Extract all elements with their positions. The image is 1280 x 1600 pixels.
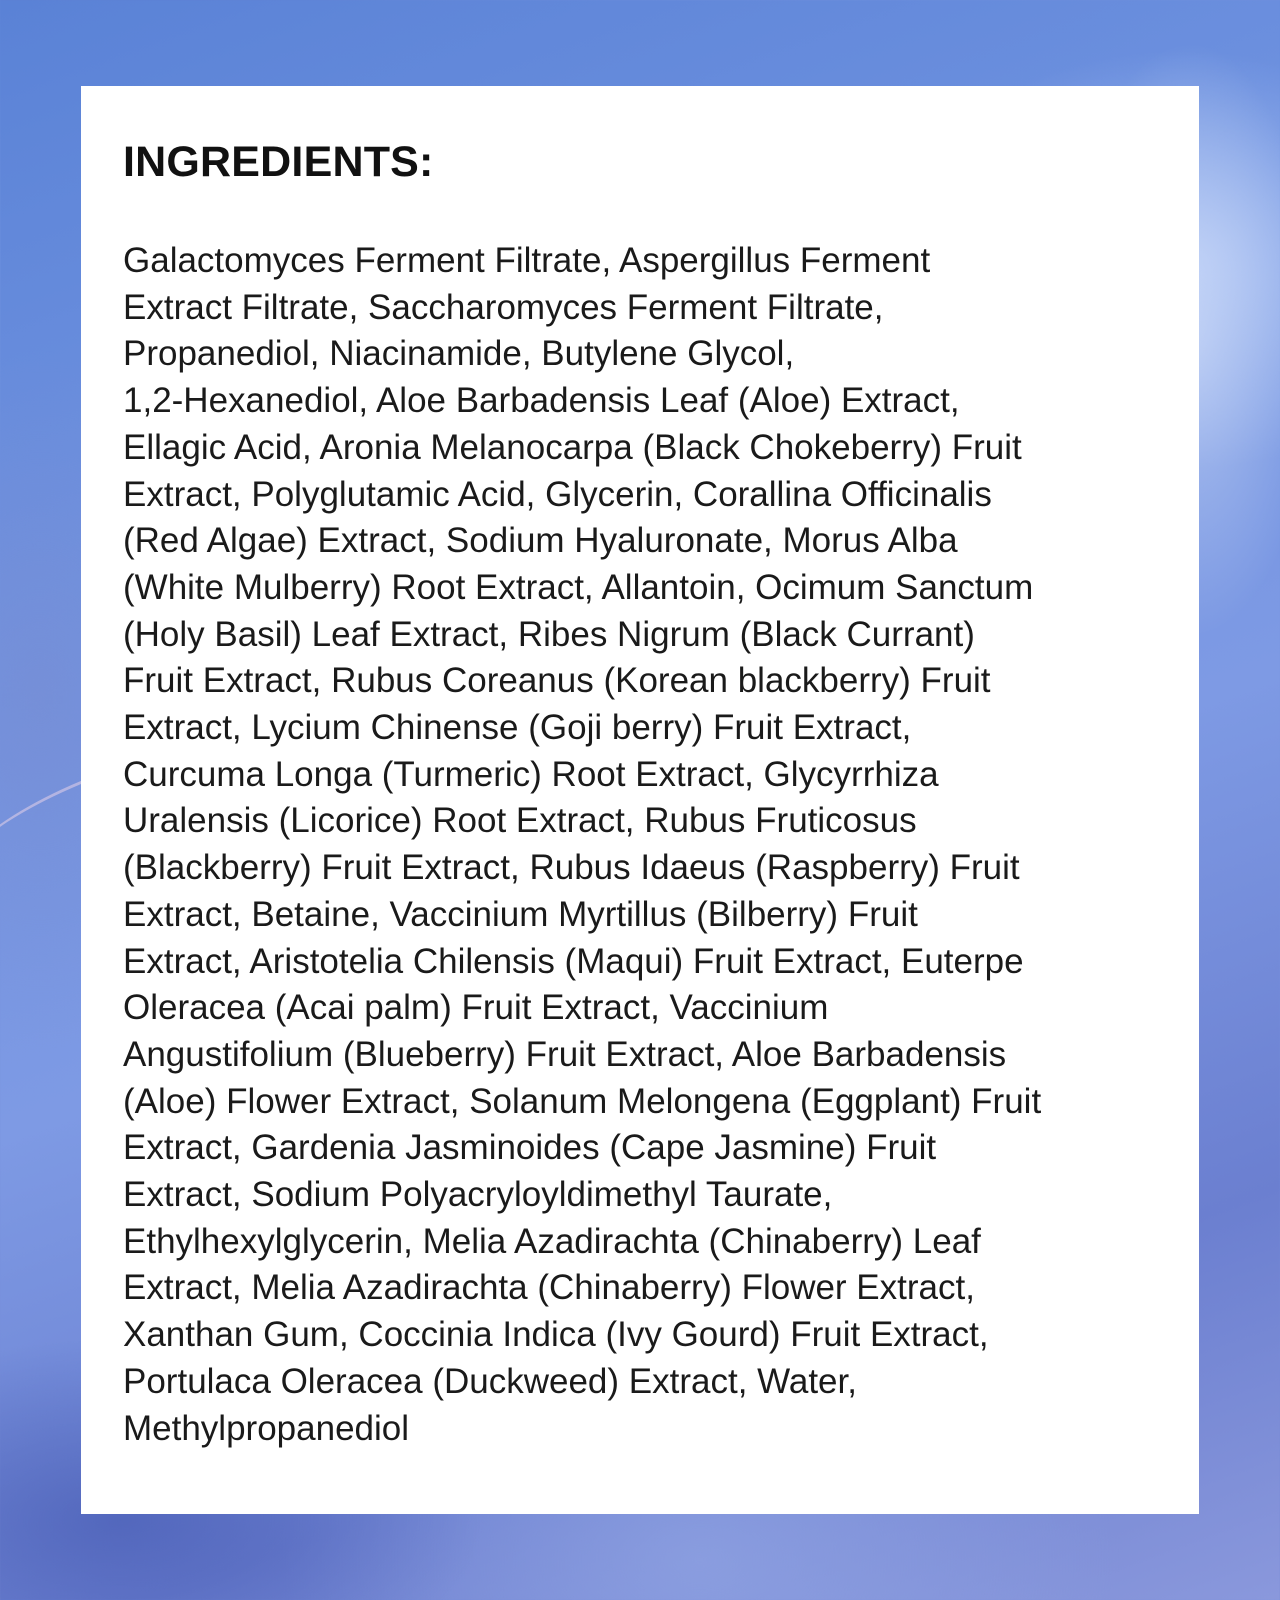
- ingredients-line: Extract, Polyglutamic Acid, Glycerin, Corallina Officinalis: [123, 474, 992, 514]
- ingredients-line: Extract, Sodium Polyacryloyldimethyl Taurate,: [123, 1175, 833, 1215]
- ingredients-line: (Blackberry) Fruit Extract, Rubus Idaeus (Raspberry) Fruit: [123, 848, 1020, 888]
- ingredients-line: Fruit Extract, Rubus Coreanus (Korean blackberry) Fruit: [123, 661, 991, 701]
- ingredients-line: (White Mulberry) Root Extract, Allantoin, Ocimum Sanctum: [123, 567, 1034, 607]
- ingredients-line: (Aloe) Flower Extract, Solanum Melongena (Eggplant) Fruit: [123, 1081, 1042, 1121]
- ingredients-list: [123, 238, 1163, 1452]
- ingredients-card: [81, 86, 1199, 1514]
- ingredients-line: Extract, Melia Azadirachta (Chinaberry) Flower Extract,: [123, 1268, 975, 1308]
- ingredients-line: Curcuma Longa (Turmeric) Root Extract, Glycyrrhiza: [123, 754, 939, 794]
- ingredients-line: (Red Algae) Extract, Sodium Hyaluronate, Morus Alba: [123, 521, 958, 561]
- ingredients-line: Angustifolium (Blueberry) Fruit Extract, Aloe Barbadensis: [123, 1034, 1007, 1074]
- ingredients-line: Uralensis (Licorice) Root Extract, Rubus Fruticosus: [123, 801, 917, 841]
- ingredients-line: Ethylhexylglycerin, Melia Azadirachta (Chinaberry) Leaf: [123, 1221, 981, 1261]
- ingredients-line: Extract, Gardenia Jasminoides (Cape Jasmine) Fruit: [123, 1128, 937, 1168]
- ingredients-line: Galactomyces Ferment Filtrate, Aspergillus Ferment: [123, 241, 931, 280]
- ingredients-line: Ellagic Acid, Aronia Melanocarpa (Black Chokeberry) Fruit: [123, 427, 1022, 467]
- ingredients-line: Oleracea (Acai palm) Fruit Extract, Vaccinium: [123, 988, 829, 1028]
- ingredients-line: Extract, Aristotelia Chilensis (Maqui) Fruit Extract, Euterpe: [123, 941, 1024, 981]
- ingredients-line: Extract, Betaine, Vaccinium Myrtillus (Bilberry) Fruit: [123, 894, 918, 934]
- ingredients-line: (Holy Basil) Leaf Extract, Ribes Nigrum (Black Currant): [123, 614, 975, 654]
- ingredients-line: Extract, Lycium Chinense (Goji berry) Fruit Extract,: [123, 708, 912, 748]
- ingredients-line: Xanthan Gum, Coccinia Indica (Ivy Gourd) Fruit Extract,: [123, 1315, 989, 1355]
- ingredients-line: Extract Filtrate, Saccharomyces Ferment Filtrate,: [123, 287, 884, 327]
- ingredients-line: Propanediol, Niacinamide, Butylene Glycol,: [123, 334, 795, 374]
- ingredients-line: Portulaca Oleracea (Duckweed) Extract, Water,: [123, 1361, 857, 1401]
- ingredients-heading: INGREDIENTS:: [123, 138, 434, 186]
- ingredients-line: Methylpropanediol: [123, 1408, 410, 1448]
- ingredients-line: 1,2-Hexanediol, Aloe Barbadensis Leaf (Aloe) Extract,: [123, 381, 960, 421]
